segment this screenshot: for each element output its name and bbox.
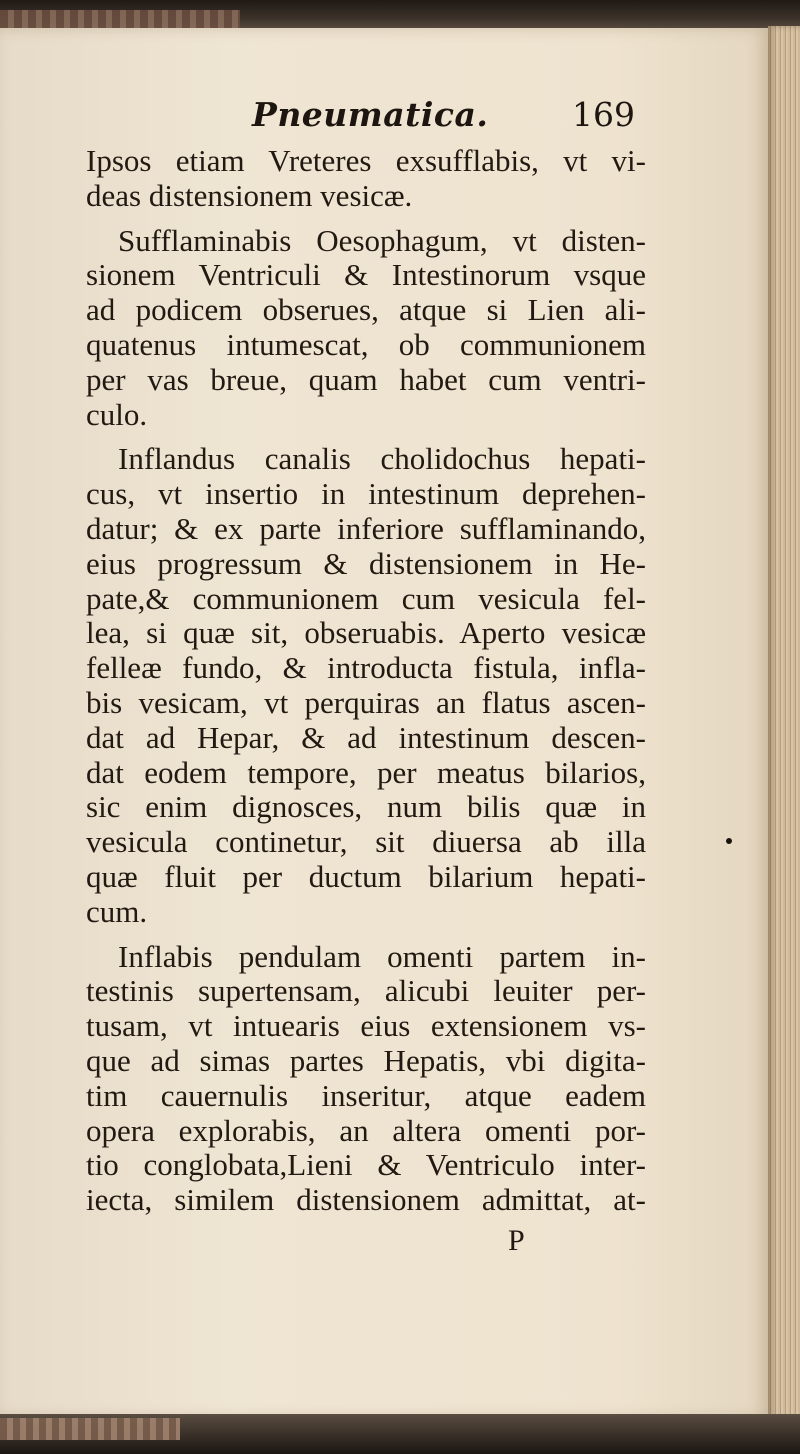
text-line: datur; & ex parte inferiore sufflaminando, [86, 510, 646, 546]
text-line: Ipsos etiam Vreteres exsufflabis, vt vi- [86, 143, 646, 178]
signature-mark: P [508, 1224, 525, 1257]
text-line: Inflandus canalis cholidochus hepati- [118, 441, 646, 477]
text-line: ad podicem obserues, atque si Lien ali- [86, 292, 646, 328]
text-line: tim cauernulis inseritur, atque eadem [86, 1077, 646, 1113]
text-line: opera explorabis, an altera omenti por- [86, 1112, 646, 1148]
text-line: dat eodem tempore, per meatus bilarios, [86, 754, 646, 790]
text-line: quatenus intumescat, ob communionem [86, 326, 646, 362]
text-line: eius progressum & distensionem in He- [86, 545, 646, 581]
text-line: testinis supertensam, alicubi leuiter per- [86, 973, 646, 1009]
text-line: cus, vt insertio in intestinum deprehen- [86, 476, 646, 512]
text-line: iecta, similem distensionem admittat, at- [86, 1182, 646, 1218]
text-line: Inflabis pendulam omenti partem in- [118, 938, 646, 974]
text-line: tusam, vt intuearis eius extensionem vs- [86, 1008, 646, 1044]
ribbon-top [0, 10, 240, 28]
text-line: dat ad Hepar, & ad intestinum descen- [86, 719, 646, 755]
text-line: lea, si quæ sit, obseruabis. Aperto vesicæ [86, 615, 646, 651]
running-head: Pneumatica. [252, 95, 489, 134]
text-line: tio conglobata,Lieni & Ventriculo inter- [86, 1147, 646, 1183]
book-top-edge [0, 0, 800, 30]
text-line: deas distensionem vesicæ. [86, 177, 413, 213]
text-line: culo. [86, 396, 148, 432]
text-line: sic enim dignosces, num bilis quæ in [86, 789, 646, 825]
page-edges [768, 26, 800, 1422]
text-line: sionem Ventriculi & Intestinorum vsque [86, 257, 646, 293]
text-line: vesicula continetur, sit diuersa ab illa [86, 824, 646, 860]
text-line: Sufflaminabis Oesophagum, vt disten- [118, 222, 646, 258]
text-line: pate,& communionem cum vesicula fel- [86, 580, 646, 616]
text-line: per vas breue, quam habet cum ventri- [86, 361, 646, 397]
text-line: felleæ fundo, & introducta fistula, infla- [86, 650, 646, 686]
page-number: 169 [572, 95, 635, 134]
ink-spot [726, 838, 732, 844]
text-line: que ad simas partes Hepatis, vbi digita- [86, 1042, 646, 1078]
book-bottom-edge [0, 1414, 800, 1454]
ribbon-bottom [0, 1418, 180, 1440]
text-line: cum. [86, 893, 148, 929]
body-text [86, 144, 646, 1218]
page-header [0, 72, 768, 132]
text-line: bis vesicam, vt perquiras an flatus ascen- [86, 684, 646, 720]
text-line: quæ fluit per ductum bilarium hepati- [86, 858, 646, 894]
